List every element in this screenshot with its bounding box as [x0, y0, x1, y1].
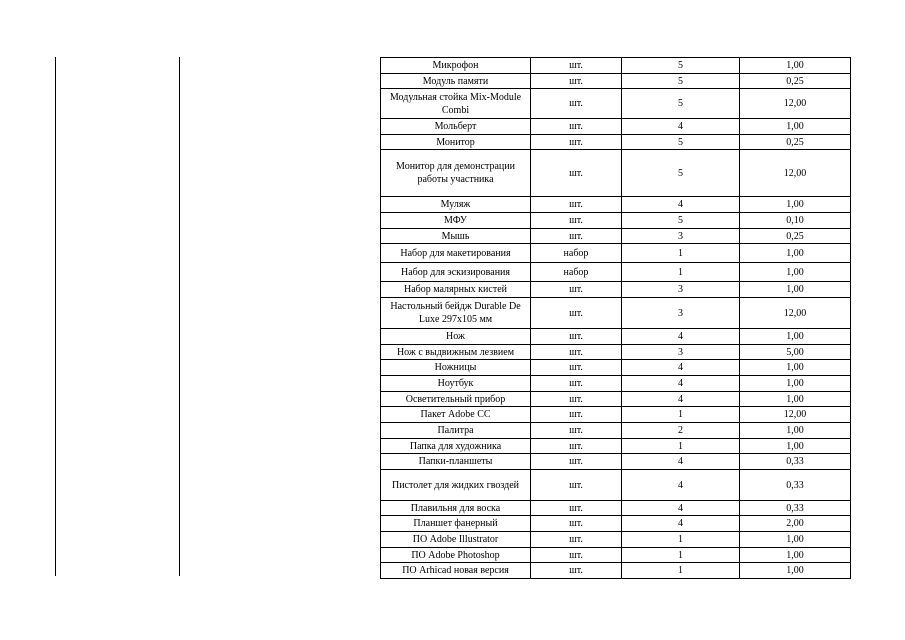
- table-row: [381, 439, 851, 454]
- table-row: [381, 563, 851, 579]
- table-row: [381, 360, 851, 376]
- cell-qty: 1: [622, 532, 740, 548]
- cell-value: 12,00: [740, 407, 851, 423]
- cell-name: Набор для макетирования: [381, 244, 531, 263]
- cell-value: 2,00: [740, 516, 851, 532]
- cell-value: 1,00: [740, 197, 851, 213]
- cell-qty: 5: [622, 135, 740, 150]
- table-row: [381, 501, 851, 516]
- cell-value: 1,00: [740, 548, 851, 563]
- cell-name: Нож: [381, 329, 531, 345]
- cell-name: Ноутбук: [381, 376, 531, 392]
- cell-value: 1,00: [740, 392, 851, 407]
- cell-name: ПО Adobe Photoshop: [381, 548, 531, 563]
- table-row: [381, 407, 851, 423]
- cell-name: Мольберт: [381, 119, 531, 135]
- cell-unit: шт.: [531, 376, 622, 392]
- cell-unit: набор: [531, 263, 622, 282]
- cell-unit: шт.: [531, 360, 622, 376]
- cell-unit: шт.: [531, 454, 622, 470]
- cell-name: Мышь: [381, 229, 531, 244]
- cell-qty: 4: [622, 470, 740, 501]
- cell-name: Муляж: [381, 197, 531, 213]
- cell-unit: шт.: [531, 470, 622, 501]
- cell-unit: шт.: [531, 501, 622, 516]
- cell-qty: 3: [622, 345, 740, 360]
- cell-name: ПО Arhicad новая версия: [381, 563, 531, 579]
- cell-qty: 4: [622, 516, 740, 532]
- table-row: [381, 135, 851, 150]
- cell-value: 1,00: [740, 119, 851, 135]
- cell-value: 1,00: [740, 244, 851, 263]
- cell-value: 1,00: [740, 58, 851, 74]
- cell-name: Плавильня для воска: [381, 501, 531, 516]
- cell-qty: 1: [622, 563, 740, 579]
- cell-unit: шт.: [531, 197, 622, 213]
- equipment-table-body: [381, 58, 851, 579]
- cell-qty: 3: [622, 229, 740, 244]
- cell-unit: шт.: [531, 329, 622, 345]
- table-row: [381, 392, 851, 407]
- cell-value: 1,00: [740, 376, 851, 392]
- cell-qty: 1: [622, 439, 740, 454]
- cell-value: 1,00: [740, 282, 851, 298]
- cell-qty: 4: [622, 454, 740, 470]
- cell-qty: 4: [622, 501, 740, 516]
- table-row: [381, 298, 851, 329]
- cell-value: 1,00: [740, 263, 851, 282]
- table-row: [381, 516, 851, 532]
- cell-qty: 1: [622, 548, 740, 563]
- cell-unit: шт.: [531, 119, 622, 135]
- cell-unit: шт.: [531, 298, 622, 329]
- cell-value: 12,00: [740, 150, 851, 197]
- cell-value: 0,25: [740, 74, 851, 89]
- cell-unit: шт.: [531, 407, 622, 423]
- cell-qty: 5: [622, 89, 740, 119]
- table-row: [381, 548, 851, 563]
- cell-value: 1,00: [740, 439, 851, 454]
- cell-name: Осветительный прибор: [381, 392, 531, 407]
- cell-name: Пакет Adobe CC: [381, 407, 531, 423]
- cell-unit: шт.: [531, 548, 622, 563]
- cell-value: 1,00: [740, 329, 851, 345]
- table-row: [381, 244, 851, 263]
- cell-qty: 4: [622, 360, 740, 376]
- cell-unit: шт.: [531, 516, 622, 532]
- cell-qty: 5: [622, 58, 740, 74]
- cell-unit: шт.: [531, 282, 622, 298]
- cell-unit: шт.: [531, 58, 622, 74]
- cell-unit: шт.: [531, 229, 622, 244]
- cell-name: Модульная стойка Mix-Module Combi: [381, 89, 531, 119]
- cell-name: Пистолет для жидких гвоздей: [381, 470, 531, 501]
- cell-value: 0,33: [740, 454, 851, 470]
- cell-name: Монитор для демонстрации работы участника: [381, 150, 531, 197]
- cell-qty: 4: [622, 376, 740, 392]
- table-row: [381, 532, 851, 548]
- cell-unit: набор: [531, 244, 622, 263]
- cell-value: 0,25: [740, 229, 851, 244]
- cell-value: 5,00: [740, 345, 851, 360]
- cell-unit: шт.: [531, 150, 622, 197]
- cell-name: Папка для художника: [381, 439, 531, 454]
- cell-unit: шт.: [531, 439, 622, 454]
- column-divider-line: [179, 57, 180, 576]
- cell-qty: 1: [622, 263, 740, 282]
- cell-qty: 5: [622, 213, 740, 229]
- cell-value: 12,00: [740, 298, 851, 329]
- table-row: [381, 345, 851, 360]
- cell-name: Набор малярных кистей: [381, 282, 531, 298]
- cell-qty: 1: [622, 407, 740, 423]
- table-row: [381, 263, 851, 282]
- cell-unit: шт.: [531, 213, 622, 229]
- cell-value: 1,00: [740, 563, 851, 579]
- left-border-line: [55, 57, 56, 576]
- cell-value: 12,00: [740, 89, 851, 119]
- cell-value: 1,00: [740, 360, 851, 376]
- cell-qty: 2: [622, 423, 740, 439]
- cell-value: 0,33: [740, 470, 851, 501]
- cell-unit: шт.: [531, 135, 622, 150]
- cell-qty: 4: [622, 197, 740, 213]
- table-row: [381, 470, 851, 501]
- cell-qty: 4: [622, 329, 740, 345]
- table-row: [381, 213, 851, 229]
- equipment-table: [380, 57, 851, 579]
- cell-name: Настольный бейдж Durable De Luxe 297х105 мм: [381, 298, 531, 329]
- table-row: [381, 74, 851, 89]
- cell-name: Папки-планшеты: [381, 454, 531, 470]
- table-row: [381, 197, 851, 213]
- table-row: [381, 229, 851, 244]
- table-row: [381, 89, 851, 119]
- cell-value: 1,00: [740, 423, 851, 439]
- cell-name: Планшет фанерный: [381, 516, 531, 532]
- cell-unit: шт.: [531, 423, 622, 439]
- table-row: [381, 423, 851, 439]
- cell-unit: шт.: [531, 392, 622, 407]
- cell-name: Модуль памяти: [381, 74, 531, 89]
- cell-name: МФУ: [381, 213, 531, 229]
- cell-qty: 5: [622, 74, 740, 89]
- cell-name: ПО Adobe Illustrator: [381, 532, 531, 548]
- table-row: [381, 58, 851, 74]
- table-row: [381, 119, 851, 135]
- cell-value: 0,25: [740, 135, 851, 150]
- cell-value: 0,10: [740, 213, 851, 229]
- cell-name: Монитор: [381, 135, 531, 150]
- cell-qty: 3: [622, 282, 740, 298]
- cell-unit: шт.: [531, 345, 622, 360]
- cell-name: Ножницы: [381, 360, 531, 376]
- cell-qty: 5: [622, 150, 740, 197]
- table-row: [381, 329, 851, 345]
- table-row: [381, 282, 851, 298]
- cell-name: Набор для эскизирования: [381, 263, 531, 282]
- cell-unit: шт.: [531, 74, 622, 89]
- table-row: [381, 150, 851, 197]
- cell-name: Нож с выдвижным лезвием: [381, 345, 531, 360]
- cell-qty: 4: [622, 119, 740, 135]
- cell-unit: шт.: [531, 89, 622, 119]
- cell-value: 1,00: [740, 532, 851, 548]
- cell-unit: шт.: [531, 563, 622, 579]
- cell-name: Микрофон: [381, 58, 531, 74]
- table-row: [381, 454, 851, 470]
- table-row: [381, 376, 851, 392]
- cell-name: Палитра: [381, 423, 531, 439]
- cell-unit: шт.: [531, 532, 622, 548]
- cell-qty: 4: [622, 392, 740, 407]
- cell-qty: 1: [622, 244, 740, 263]
- cell-qty: 3: [622, 298, 740, 329]
- cell-value: 0,33: [740, 501, 851, 516]
